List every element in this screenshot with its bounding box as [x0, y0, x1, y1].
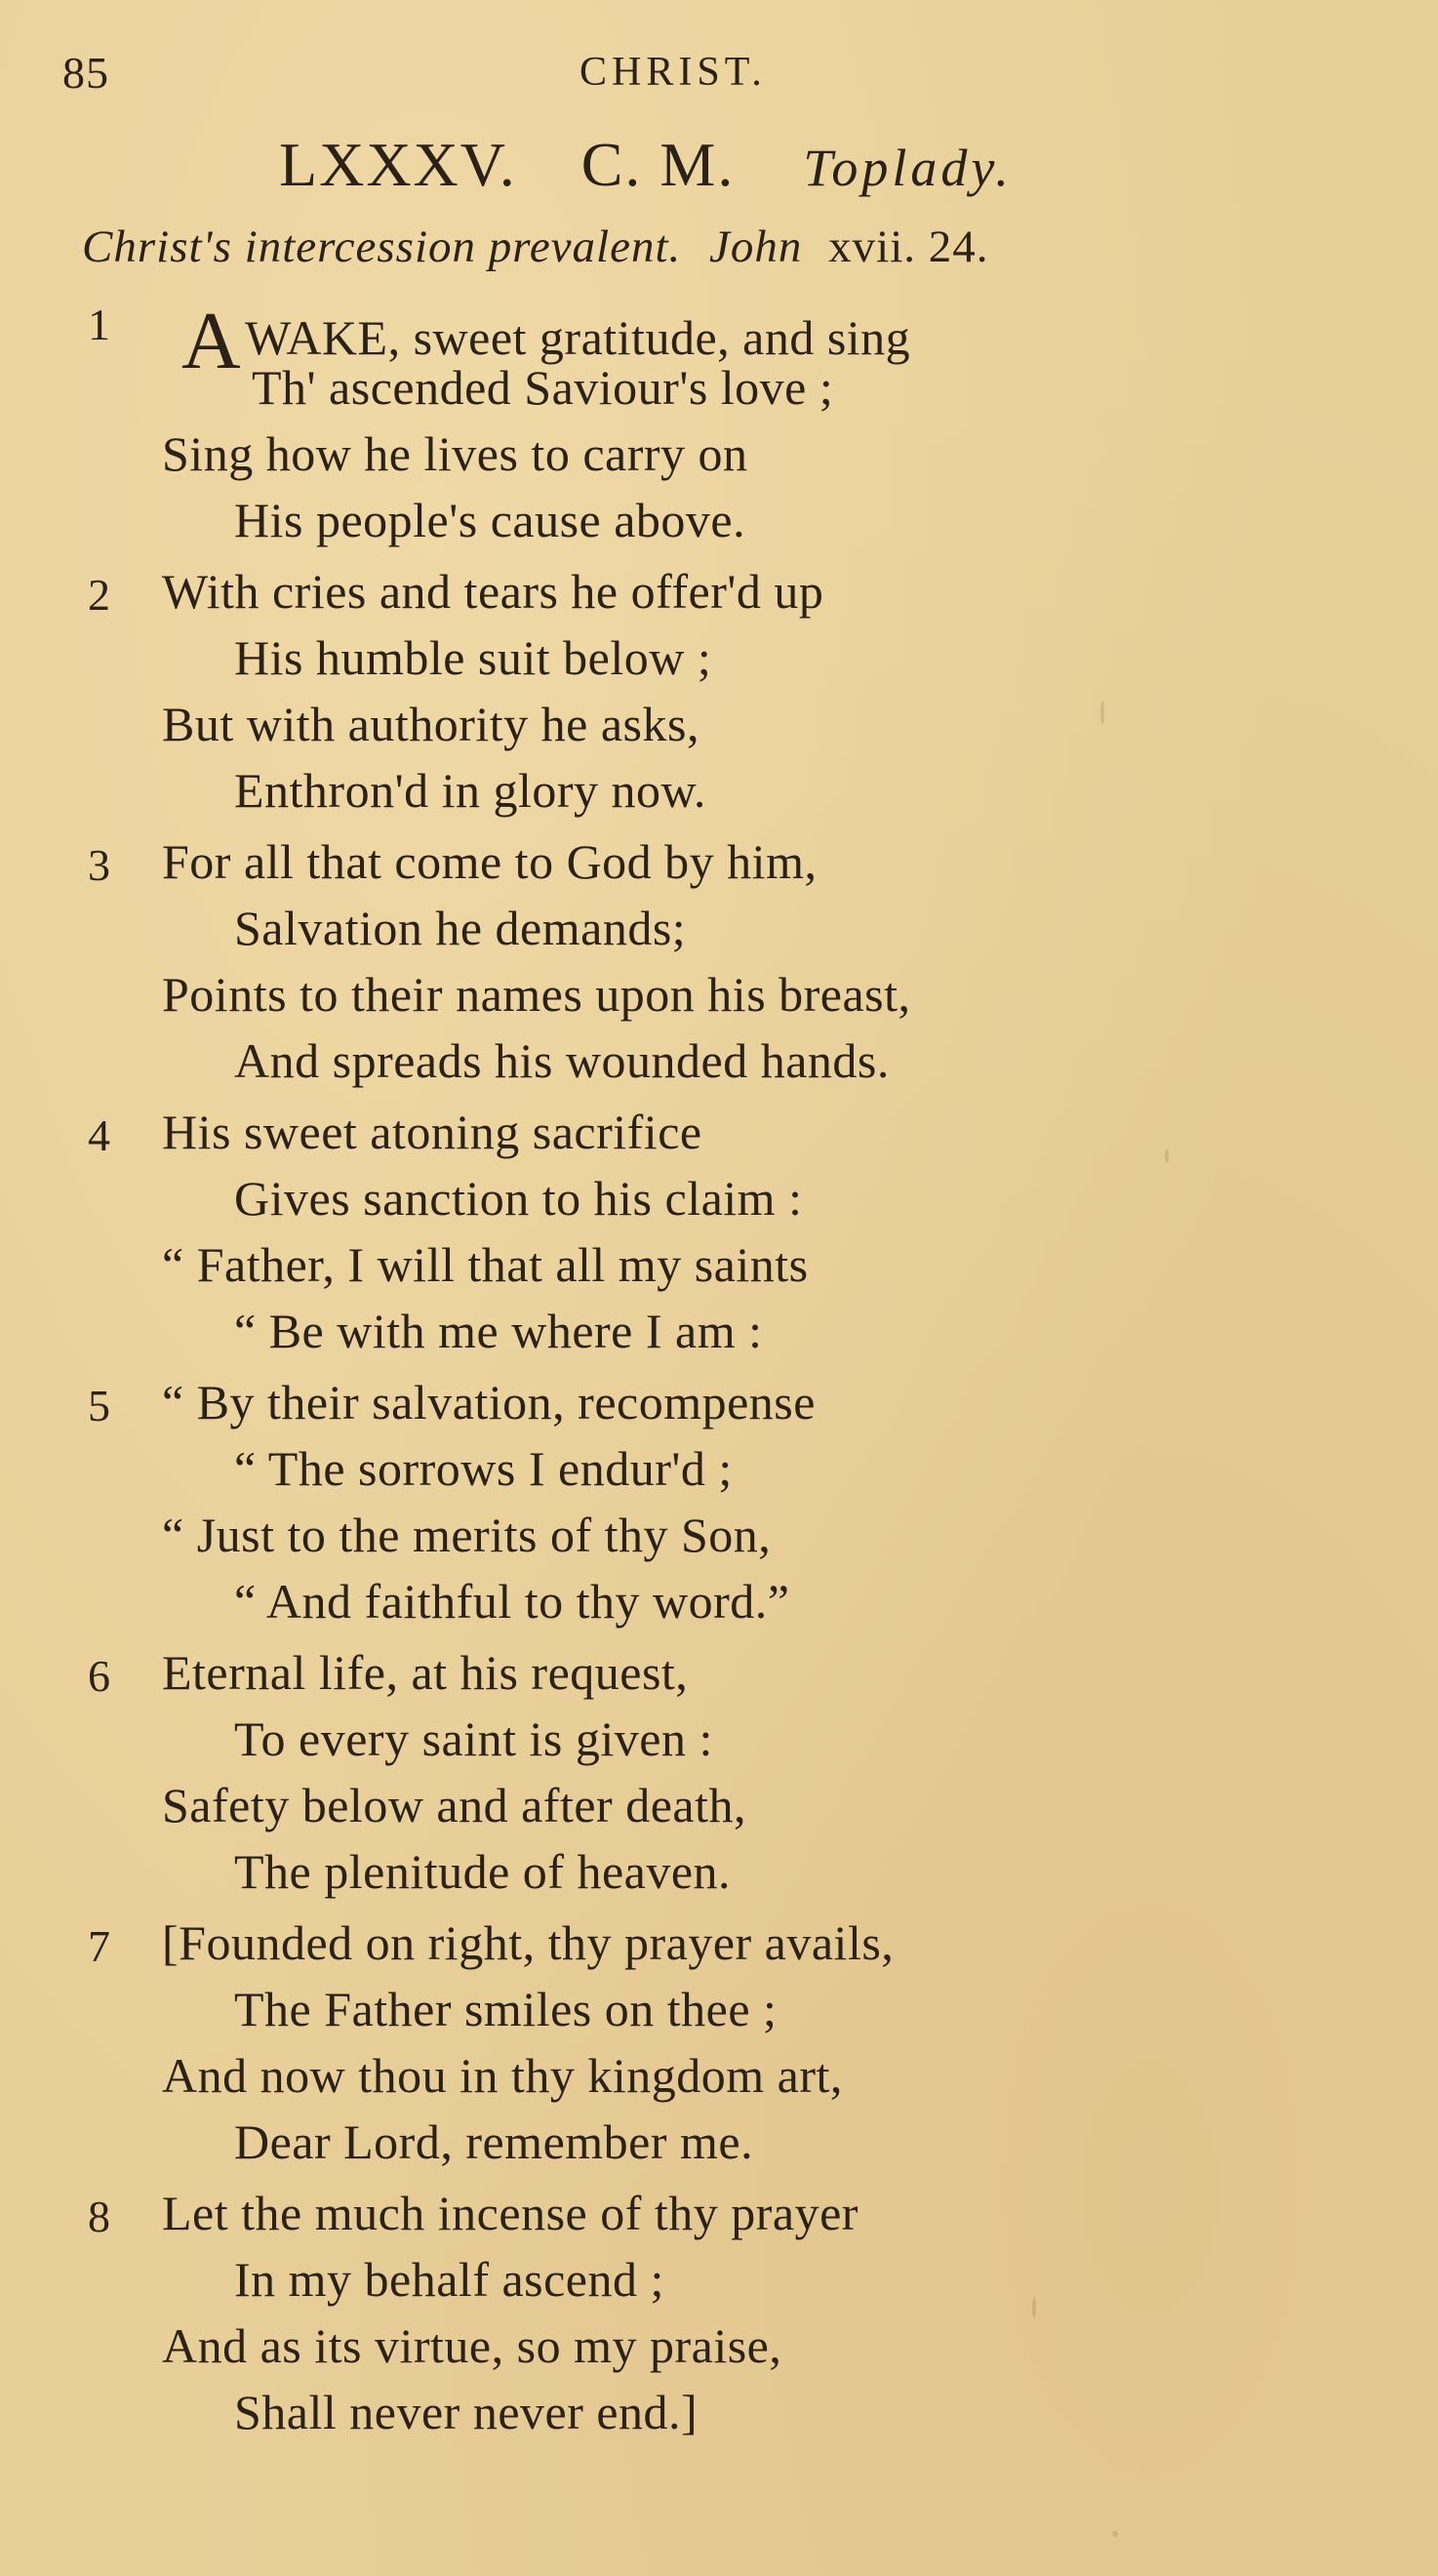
verse-line: “ Be with me where I am : [234, 1304, 763, 1358]
verse-number: 5 [88, 1381, 110, 1430]
verse-line: Gives sanction to his claim : [234, 1171, 803, 1226]
verse [88, 563, 1395, 833]
paper-stain [1100, 701, 1104, 724]
paper-stain [1032, 2297, 1036, 2318]
paper-stain [1165, 1149, 1169, 1163]
section-title: CHRIST. [579, 50, 767, 95]
verse-line: Shall never never end.] [234, 2385, 699, 2439]
verse [88, 2185, 1395, 2455]
verse-line: Th' ascended Saviour's love ; [252, 360, 834, 415]
verse-line-text: WAKE, sweet gratitude, and sing [245, 310, 911, 365]
verse [88, 1644, 1395, 1914]
verse-number: 2 [88, 570, 110, 620]
verse-line: “ By their salvation, recompense [162, 1375, 816, 1429]
verse-line: For all that come to God by him, [162, 834, 818, 889]
verse-line: And now thou in thy kingdom art, [162, 2048, 843, 2103]
verse-number: 8 [88, 2192, 110, 2241]
verse-line: Points to their names upon his breast, [162, 967, 911, 1022]
verse-line: Salvation he demands; [234, 901, 687, 955]
verse-line [181, 287, 911, 386]
scripture-reference: xvii. 24. [828, 221, 989, 272]
verse-line: Enthron'd in glory now. [234, 763, 706, 818]
verse-line: His humble suit below ; [234, 630, 712, 685]
verse-number: 3 [88, 840, 110, 890]
paper-stain [1112, 2531, 1118, 2537]
verse-line: Let the much incense of thy prayer [162, 2186, 859, 2240]
verse-number: 6 [88, 1651, 110, 1701]
verse-line: To every saint is given : [234, 1711, 713, 1766]
verse-number: 4 [88, 1110, 110, 1160]
verse-line: In my behalf ascend ; [234, 2252, 664, 2307]
hymn-author: Toplady. [803, 139, 1013, 197]
verse-line: Safety below and after death, [162, 1778, 746, 1832]
verse [88, 1374, 1395, 1644]
hymn-heading [279, 129, 1013, 201]
hymn-meter: C. M. [580, 130, 736, 199]
verse-line: [Founded on right, thy prayer avails, [162, 1915, 895, 1970]
verse-line: The Father smiles on thee ; [234, 1982, 778, 2036]
verse-line: With cries and tears he offer'd up [162, 564, 824, 619]
verse-line: His people's cause above. [234, 493, 746, 547]
verse-line: And spreads his wounded hands. [234, 1033, 890, 1088]
verse [88, 1104, 1395, 1374]
hymn-subject: Christ's intercession prevalent. [82, 221, 682, 272]
running-head [62, 47, 1233, 105]
page-number: 85 [62, 48, 109, 98]
verse-line: Dear Lord, remember me. [234, 2114, 754, 2169]
drop-cap: A [181, 296, 242, 386]
hymn-number: LXXXV. [279, 130, 517, 199]
verse-line: “ Just to the merits of thy Son, [162, 1508, 772, 1562]
verse-line: Eternal life, at his request, [162, 1645, 689, 1700]
scripture-book: John [709, 221, 803, 272]
verse-number: 1 [88, 300, 110, 349]
verse-line: The plenitude of heaven. [234, 1844, 732, 1899]
verse-line: “ Father, I will that all my saints [162, 1237, 809, 1292]
hymn-subtitle [82, 221, 989, 273]
verse-number: 7 [88, 1921, 110, 1971]
verse-line: And as its virtue, so my praise, [162, 2318, 782, 2373]
verse-line: But with authority he asks, [162, 697, 699, 751]
verse-line: “ And faithful to thy word.” [234, 1574, 790, 1629]
verse-line: His sweet atoning sacrifice [162, 1105, 702, 1159]
verse-line: “ The sorrows I endur'd ; [234, 1441, 733, 1496]
verse [88, 293, 1395, 563]
verses [88, 293, 1395, 2455]
verse-line: Sing how he lives to carry on [162, 426, 748, 481]
verse [88, 1914, 1395, 2185]
verse [88, 833, 1395, 1104]
